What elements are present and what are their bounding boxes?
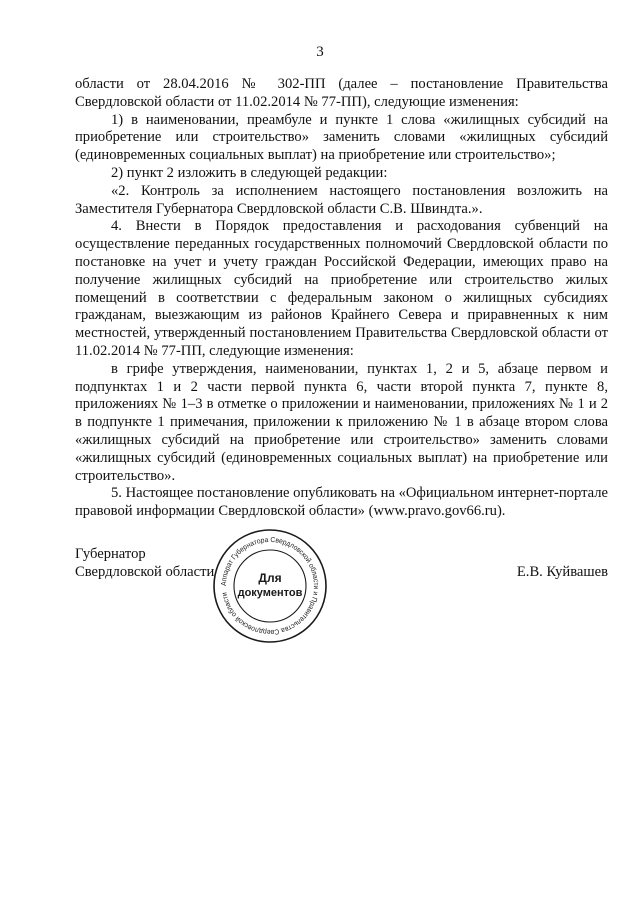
stamp-center-line2: документов [237,587,303,599]
paragraph-section-4-details: в грифе утверждения, наименовании, пунктах 1, 2 и 5, абзаце первом и подпунктах 1 и 2 части первой пункта 6, части второй пункта 7, пункте 8, приложениях № 1–3 в отметке о приложении и наименовании, приложениях № 1 и 2 в подпункте 1 примечания, приложении к приложению № 1 в абзаце втором слова «жилищных субсидий на приобретение или строительство» заменить словами «жилищных субсидий (единовременных социальных выплат) на приобретение или строительство». [75,360,608,484]
stamp-ring-textpath: Аппарат Губернатора Свердловской области и Правительства Свердловской области [218,534,322,638]
signatory-title [75,546,214,582]
paragraph-quote-control: «2. Контроль за исполнением настоящего постановления возложить на Заместителя Губернатора Свердловской области С.В. Швиндта.». [75,182,608,217]
stamp-center-line1: Для [258,571,282,585]
paragraph-item-1: 1) в наименовании, преамбуле и пункте 1 слова «жилищных субсидий на приобретение или строительство» заменить словами «жилищных субсидий (единовременных социальных выплат) на приобретение или строительство»; [75,111,608,164]
stamp-outer-ring [214,530,326,642]
paragraph-section-4: 4. Внести в Порядок предоставления и расходования субвенций на осуществление переданных государственных полномочий Свердловской области по постановке на учет и учету граждан Российской Федерации, имеющих право на получение жилищных субсидий на приобретение или строительство жилых помещений в соответствии с федеральным законом о жилищных субсидиях гражданам, выезжающим из районов Крайнего Севера и приравненных к ним местностей, утвержденный постановлением Правительства Свердловской области от 11.02.2014 № 77-ПП, следующие изменения: [75,218,608,359]
signatory-title-line1: Губернатор [75,546,146,562]
paragraph-section-5: 5. Настоящее постановление опубликовать на «Официальном интернет-портале правовой информации Свердловской области» (www.pravo.gov66.ru). [75,485,608,520]
paragraph-continuation: области от 28.04.2016 № 302-ПП (далее – постановление Правительства Свердловской области от 11.02.2014 № 77-ПП), следующие изменения: [75,76,608,110]
official-stamp [212,528,328,644]
document-body [75,76,608,521]
paragraph-item-2: 2) пункт 2 изложить в следующей редакции: [111,164,388,181]
signatory-title-line2: Свердловской области [75,563,215,580]
stamp-inner-ring [234,550,306,622]
signatory-name: Е.В. Куйвашев [516,564,608,580]
page-number: 3 [316,44,324,60]
